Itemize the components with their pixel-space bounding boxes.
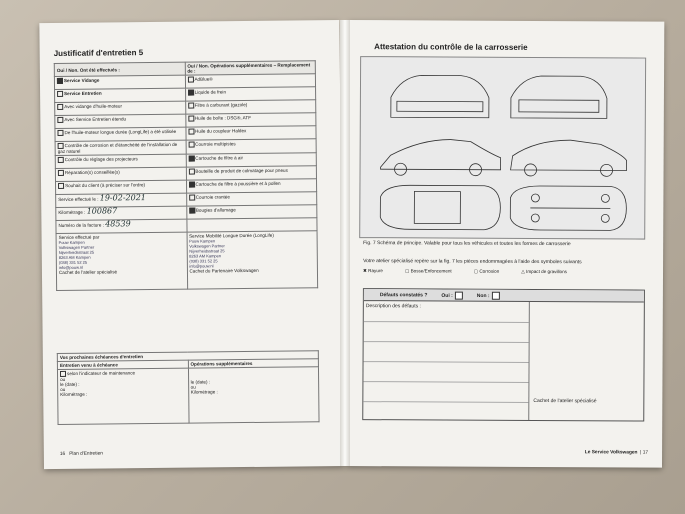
maintenance-booklet — [44, 20, 662, 466]
left-page — [39, 20, 344, 469]
right-row-9: Courroie crantée — [186, 192, 317, 206]
left-row-7: Réparation(s) conseillée(s) — [55, 167, 186, 181]
km-handwritten: 100867 — [86, 206, 118, 216]
defects-header: Défauts constatés ? Oui : Non : — [364, 289, 644, 302]
right-row-0: AdBlue® — [185, 74, 316, 88]
invoice-handwritten: 48539 — [105, 219, 131, 229]
col-header-right: Oui / Non. Opérations supplémentaires – Remplacement de : — [185, 61, 316, 75]
service-form-table — [54, 60, 318, 291]
yes-checkbox[interactable] — [455, 291, 463, 299]
dealer-stamp-2: Pouw Kampen Volkswagen Partner Nijverheidsstraat 25 8263 AM Kampen (038) 331 52 25 info@pouw.nl — [189, 238, 225, 269]
right-page — [346, 20, 664, 468]
legend-dent: ▢ Bosse/Enfoncement — [404, 268, 452, 274]
figure-caption: Fig. 7 Schéma de principe. Valable pour tous les véhicules et toutes les formes de carrosserie — [363, 240, 571, 248]
next-service-table: Vos prochaines échéances d'entretien Entretien venu à échéance Opérations supplémentaires selon l'indicateur de maintenance ou le (date) : ou Kilométrage : le (date) : ou Kilométrage : — [57, 350, 320, 425]
right-row-2: Filtre à carburant (gazole) — [185, 100, 316, 114]
page-footer-right: Le Service Volkswagen | 17 — [584, 450, 649, 456]
left-row-1: Service Entretien — [55, 88, 186, 102]
right-row-4: Huile du coupleur Haldex — [185, 126, 316, 140]
description-label: Description des défauts : — [365, 303, 421, 310]
right-row-7: Bouteille de produit de colmatage pour pneus — [186, 166, 317, 180]
left-row-3: Avec Service Entretien étendu — [55, 114, 186, 128]
instruction-text: Votre atelier spécialisé repère sur la fig. 7 les pièces endommagées à l'aide des symboles suivants — [363, 258, 582, 266]
right-row-8: Cartouche de filtre à poussière et à pollen — [186, 179, 317, 193]
booklet-spine — [340, 20, 350, 466]
no-checkbox[interactable] — [492, 291, 500, 299]
legend-scratch: ✖ Rayure — [363, 268, 383, 274]
car-body-diagram — [359, 56, 646, 239]
legend-corrosion: ▢ Corrosion — [473, 268, 500, 274]
right-row-10: Bougies d'allumage — [186, 205, 317, 219]
stamp-cell-right: Service Mobilité Longue Durée (LongLife) Pouw Kampen Volkswagen Partner Nijverheidsstraat 25 8263 AM Kampen (038) 331 52 25 info@pouw.nl Cachet du Partenaire Volkswagen — [187, 231, 318, 289]
invoice-cell: Numéro de la facture : 48539 — [56, 219, 187, 233]
right-row-5: Courroie multipistes — [186, 139, 317, 154]
dealer-stamp: Pouw Kampen Volkswagen Partner Nijverheidsstraat 25 8263 AM Kampen (038) 331 52 25 info@pouw.nl — [58, 239, 95, 270]
service-date-cell: Service effectué le : 19-02-2021 — [56, 193, 187, 207]
car-outline-drawings — [360, 57, 645, 238]
km-cell: Kilométrage : 100867 — [56, 206, 187, 220]
service-date-handwritten: 19-02-2021 — [99, 193, 146, 203]
left-row-2: Avec vidange d'huile-moteur — [55, 101, 186, 115]
left-row-0: Service Vidange — [54, 75, 185, 89]
damage-symbol-legend — [363, 268, 567, 275]
defects-box — [362, 288, 645, 421]
right-row-6: Cartouche de filtre à air — [186, 153, 317, 167]
page-footer-left: 16 Plan d'Entretien — [59, 451, 103, 457]
next-title: Vos prochaines échéances d'entretien — [57, 351, 318, 362]
left-row-8: Souhait du client (à préciser sur l'ordre) — [56, 180, 187, 194]
legend-stone-chip: △ Impact de gravillons — [521, 268, 567, 275]
right-row-3: Huile de boîte : DSG®, ATF — [185, 113, 316, 127]
left-row-4: De l'huile-moteur longue durée (LongLife) a été utilisée — [55, 127, 186, 141]
left-row-5: Contrôle de corrosion et d'étanchéité de l'installation de gaz naturel — [55, 140, 186, 155]
left-row-6: Contrôle du réglage des projecteurs — [55, 154, 186, 168]
right-row-1: Liquide de frein — [185, 87, 316, 101]
page-title: Justificatif d'entretien 5 — [53, 48, 144, 59]
workshop-stamp-label: Cachet de l'atelier spécialisé — [533, 397, 597, 405]
page-title-right: Attestation du contrôle de la carrosserie — [374, 42, 528, 52]
stamp-cell-left: Service effectué par Pouw Kampen Volkswagen Partner Nijverheidsstraat 25 8263 AM Kampen (038) 331 52 25 info@pouw.nl Cachet de l'atelier spécialisé — [56, 232, 187, 290]
col-header-left: Oui / Non. Ont été effectués : — [54, 62, 185, 76]
